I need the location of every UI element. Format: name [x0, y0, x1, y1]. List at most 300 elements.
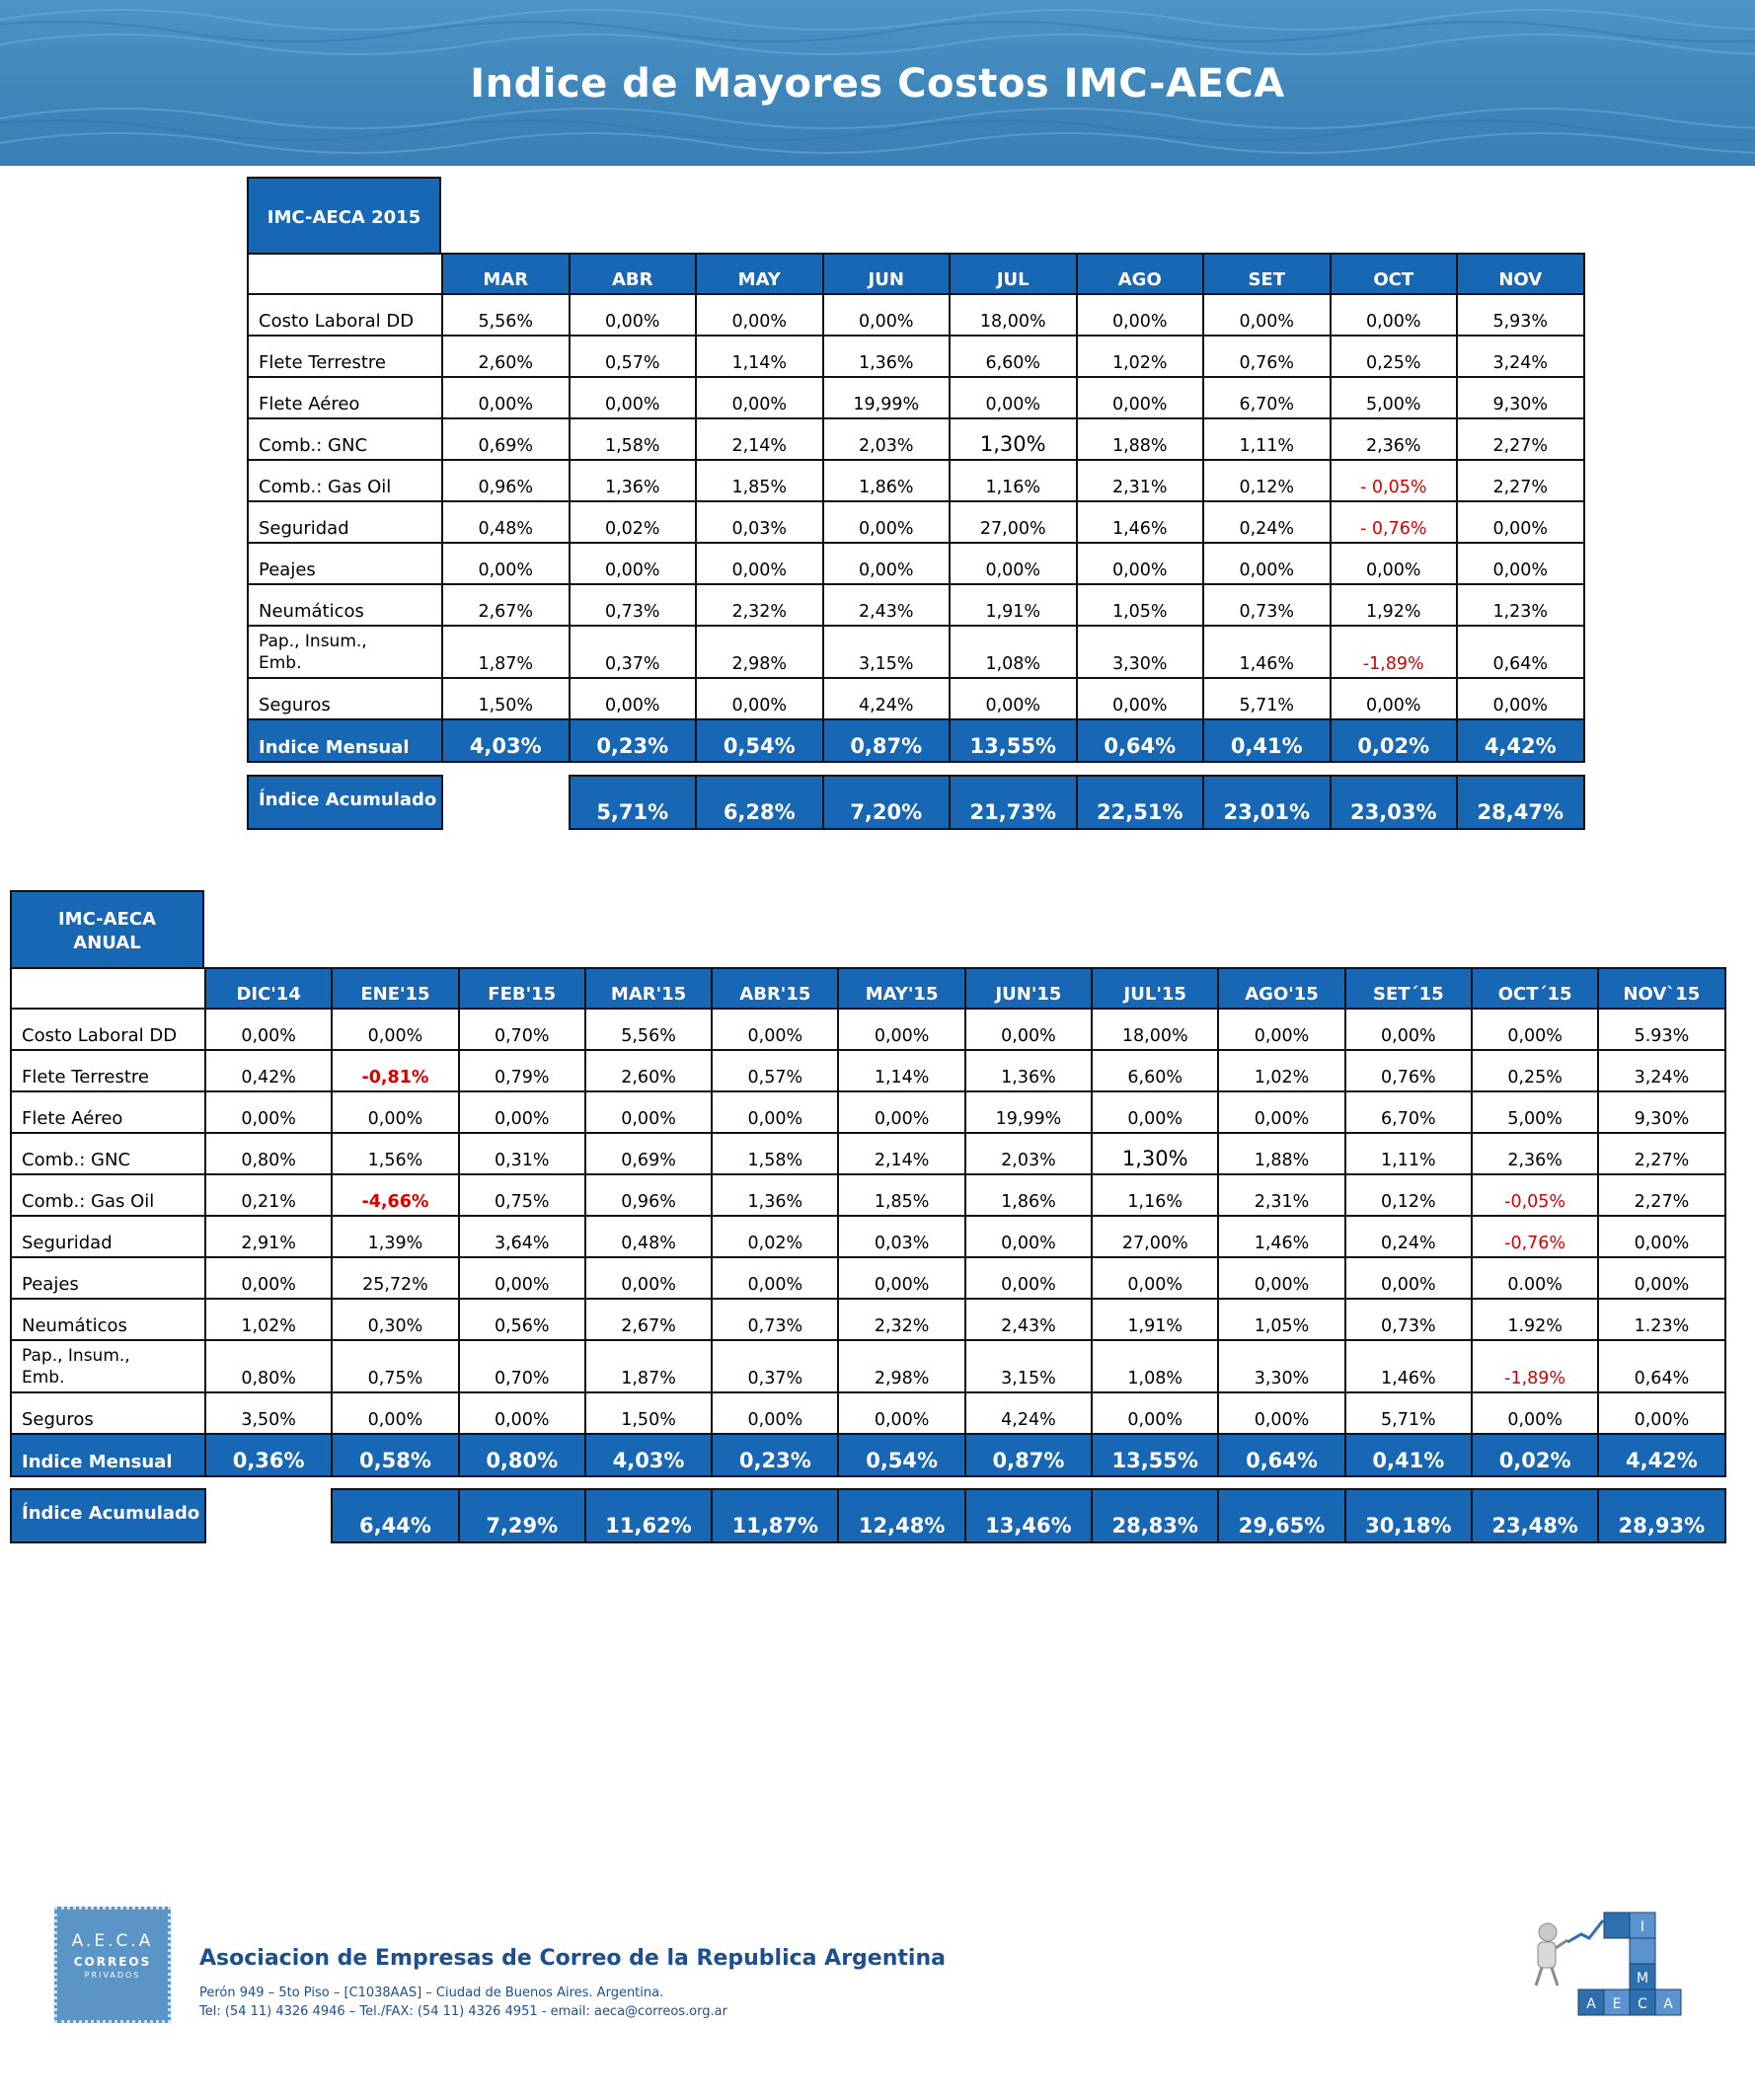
table-cell: 2,67% — [585, 1299, 712, 1340]
table-cell: 0,00% — [585, 1257, 712, 1299]
table-cell: 3,30% — [1218, 1340, 1344, 1392]
table-cell: 0,00% — [570, 377, 697, 418]
table-cell: 0,75% — [332, 1340, 458, 1392]
indice-acumulado-cell: 7,20% — [823, 776, 951, 829]
table-cell: 0,00% — [1331, 543, 1458, 584]
imc-anual-accumulated-table — [10, 1488, 1726, 1543]
table-cell: 2,36% — [1472, 1133, 1598, 1174]
table-cell: 0,00% — [696, 543, 823, 584]
table-cell: 1,87% — [442, 626, 570, 678]
column-header: AGO'15 — [1218, 968, 1344, 1009]
row-label: Peajes — [248, 543, 442, 584]
column-header: DIC'14 — [205, 968, 332, 1009]
imc-2015-table — [247, 253, 1585, 763]
aeca-logo — [54, 1907, 171, 2023]
table-cell: 1,14% — [838, 1050, 964, 1091]
table-cell: 0,73% — [712, 1299, 838, 1340]
table-cell: 5,71% — [1203, 678, 1331, 719]
table-cell: 1,92% — [1331, 584, 1458, 626]
table-cell: 0,00% — [1331, 294, 1458, 336]
table-cell: 0,79% — [459, 1050, 585, 1091]
row-label: Costo Laboral DD — [11, 1009, 205, 1050]
table-cell: 0,00% — [1331, 678, 1458, 719]
table-cell: 1,36% — [965, 1050, 1092, 1091]
indice-mensual-cell: 0,80% — [459, 1434, 585, 1476]
row-label: Pap., Insum., Emb. — [248, 626, 442, 678]
column-header: MAR — [442, 254, 570, 294]
table-cell: 5,93% — [1457, 294, 1584, 336]
row-label: Flete Terrestre — [248, 336, 442, 377]
table-cell: 19,99% — [965, 1091, 1092, 1133]
table-cell: 0,80% — [205, 1133, 332, 1174]
indice-mensual-cell: 0,87% — [823, 719, 951, 762]
indice-acumulado-cell: 23,01% — [1203, 776, 1331, 829]
table-cell: 1,36% — [823, 336, 951, 377]
table-cell: 3,24% — [1598, 1050, 1724, 1091]
table-cell: 1,85% — [696, 460, 823, 501]
table-cell: 1,87% — [585, 1340, 712, 1392]
table-row — [11, 1299, 1725, 1340]
imma-letter: E — [1612, 1996, 1622, 2012]
indice-acumulado-cell: 22,51% — [1077, 776, 1204, 829]
table-cell: 1,50% — [442, 678, 570, 719]
table-cell: 1,02% — [205, 1299, 332, 1340]
column-header: MAY — [696, 254, 823, 294]
header-blank-cell — [11, 968, 205, 1009]
empty-cell — [205, 1489, 332, 1542]
table-cell: 0,00% — [1457, 543, 1584, 584]
indice-acumulado-cell: 6,28% — [696, 776, 823, 829]
table-cell: 1.92% — [1472, 1299, 1598, 1340]
table-cell: 0,00% — [1598, 1392, 1724, 1434]
table-cell: 0,24% — [1345, 1216, 1472, 1257]
table-cell: -4,66% — [332, 1174, 458, 1216]
row-label: Seguros — [11, 1392, 205, 1434]
row-label: Flete Aéreo — [11, 1091, 205, 1133]
table-cell: 1,08% — [1092, 1340, 1218, 1392]
table-cell: 3,50% — [205, 1392, 332, 1434]
empty-cell — [442, 776, 570, 829]
column-header: JUL'15 — [1092, 968, 1218, 1009]
table-cell: 2,98% — [838, 1340, 964, 1392]
table-cell: 1,46% — [1203, 626, 1331, 678]
header-row — [11, 968, 1725, 1009]
indice-mensual-cell: 4,42% — [1457, 719, 1584, 762]
trend-arrow-icon — [1567, 1920, 1603, 1942]
table-cell: 0,00% — [1218, 1257, 1344, 1299]
table-cell: 0,02% — [712, 1216, 838, 1257]
table-cell: 1,88% — [1077, 418, 1204, 460]
indice-mensual-cell: 0,02% — [1472, 1434, 1598, 1476]
table-cell: 5,00% — [1331, 377, 1458, 418]
table-cell: 2,32% — [696, 584, 823, 626]
table-cell: 1,91% — [1092, 1299, 1218, 1340]
organization-address: Perón 949 – 5to Piso – [C1038AAS] – Ciudad de Buenos Aires. Argentina. — [199, 1986, 664, 2000]
row-label: Comb.: Gas Oil — [248, 460, 442, 501]
table-cell: 2,32% — [838, 1299, 964, 1340]
table-cell: 27,00% — [950, 501, 1077, 543]
column-header: OCT´15 — [1472, 968, 1598, 1009]
table-cell: 0,69% — [442, 418, 570, 460]
table-cell: 1,46% — [1218, 1216, 1344, 1257]
column-header: AGO — [1077, 254, 1204, 294]
table-cell: 0,30% — [332, 1299, 458, 1340]
table-cell: 2,60% — [442, 336, 570, 377]
table-cell: 1,58% — [570, 418, 697, 460]
table-cell: 0,12% — [1203, 460, 1331, 501]
table-cell: 0,00% — [1457, 678, 1584, 719]
table-cell: 1,05% — [1077, 584, 1204, 626]
indice-mensual-cell: 13,55% — [1092, 1434, 1218, 1476]
row-label: Comb.: GNC — [248, 418, 442, 460]
table-cell: 0,73% — [1345, 1299, 1472, 1340]
table-cell: 5,71% — [1345, 1392, 1472, 1434]
table-cell: 3,15% — [823, 626, 951, 678]
table-cell: 0,37% — [570, 626, 697, 678]
indice-acumulado-cell: 29,65% — [1218, 1489, 1344, 1542]
table2-title — [10, 890, 204, 969]
table-cell: 0,00% — [205, 1257, 332, 1299]
indice-mensual-cell: 13,55% — [950, 719, 1077, 762]
table-cell: 0,00% — [459, 1091, 585, 1133]
table-cell: 0,00% — [1457, 501, 1584, 543]
table-cell: 0,00% — [838, 1392, 964, 1434]
table-cell: 0,00% — [459, 1392, 585, 1434]
table-cell: 2,31% — [1077, 460, 1204, 501]
table-cell: 19,99% — [823, 377, 951, 418]
table-cell: 5.93% — [1598, 1009, 1724, 1050]
table-cell: 0,00% — [1077, 294, 1204, 336]
indice-mensual-cell: 4,03% — [442, 719, 570, 762]
table-cell: 9,30% — [1457, 377, 1584, 418]
imc-2015-accumulated-table — [247, 775, 1585, 830]
imma-letter: M — [1636, 1971, 1649, 1987]
imma-letter: C — [1638, 1996, 1647, 2012]
table-cell: 0,80% — [205, 1340, 332, 1392]
table-cell: 0,00% — [1345, 1009, 1472, 1050]
table-row — [248, 678, 1584, 719]
table1-title-text: IMC-AECA 2015 — [267, 207, 421, 228]
column-header: MAR'15 — [585, 968, 712, 1009]
table-cell: 0,00% — [332, 1091, 458, 1133]
table-cell: 5,56% — [585, 1009, 712, 1050]
table-row — [11, 1009, 1725, 1050]
table-cell: 0,57% — [712, 1050, 838, 1091]
table-cell: 4,24% — [965, 1392, 1092, 1434]
header-row — [248, 254, 1584, 294]
table-cell: 0,00% — [1077, 678, 1204, 719]
column-header: OCT — [1331, 254, 1458, 294]
row-label: Comb.: GNC — [11, 1133, 205, 1174]
table-cell: 0,00% — [712, 1091, 838, 1133]
indice-acumulado-row — [248, 776, 1584, 829]
table-cell: 0,00% — [332, 1392, 458, 1434]
table-cell: 6,60% — [950, 336, 1077, 377]
table-cell: 1,46% — [1345, 1340, 1472, 1392]
indice-acumulado-cell: 28,47% — [1457, 776, 1584, 829]
indice-acumulado-cell: 7,29% — [459, 1489, 585, 1542]
table-cell: 1,05% — [1218, 1299, 1344, 1340]
table-cell: 0.00% — [1472, 1257, 1598, 1299]
imma-letter: A — [1663, 1996, 1673, 2012]
table-cell: 1,39% — [332, 1216, 458, 1257]
table-row — [11, 1340, 1725, 1392]
table-cell: 0,00% — [1077, 377, 1204, 418]
table-cell: 0,00% — [712, 1257, 838, 1299]
row-label: Índice Acumulado — [248, 776, 442, 829]
table-cell: 0,96% — [585, 1174, 712, 1216]
table-cell: 0,00% — [965, 1257, 1092, 1299]
table-cell: 0,25% — [1331, 336, 1458, 377]
table-cell: 0,00% — [965, 1009, 1092, 1050]
table-cell: 0,00% — [950, 377, 1077, 418]
table-cell: 0,00% — [712, 1009, 838, 1050]
table-cell: -1,89% — [1331, 626, 1458, 678]
indice-mensual-cell: 0,64% — [1218, 1434, 1344, 1476]
table-cell: -0,81% — [332, 1050, 458, 1091]
table-cell: 2,03% — [965, 1133, 1092, 1174]
table-cell: 0,64% — [1457, 626, 1584, 678]
indice-acumulado-cell: 23,03% — [1331, 776, 1458, 829]
indice-mensual-cell: 4,42% — [1598, 1434, 1724, 1476]
table-cell: 0,03% — [696, 501, 823, 543]
column-header: SET — [1203, 254, 1331, 294]
table-cell: 9,30% — [1598, 1091, 1724, 1133]
table-cell: 0,00% — [696, 678, 823, 719]
letter-blocks — [1578, 1912, 1681, 2015]
table-cell: 6,60% — [1092, 1050, 1218, 1091]
table-cell: 0,00% — [442, 543, 570, 584]
indice-mensual-row — [248, 719, 1584, 762]
table-cell: 0,00% — [823, 294, 951, 336]
table-cell: 0,73% — [570, 584, 697, 626]
table-cell: 4,24% — [823, 678, 951, 719]
indice-acumulado-cell: 23,48% — [1472, 1489, 1598, 1542]
indice-mensual-cell: 0,23% — [570, 719, 697, 762]
table-row — [11, 1091, 1725, 1133]
table-row — [248, 460, 1584, 501]
table-cell: 0,00% — [1345, 1257, 1472, 1299]
indice-acumulado-cell: 11,87% — [712, 1489, 838, 1542]
column-header: MAY'15 — [838, 968, 964, 1009]
column-header: NOV`15 — [1598, 968, 1724, 1009]
table-cell: 1,46% — [1077, 501, 1204, 543]
table-cell: 0,00% — [205, 1091, 332, 1133]
indice-acumulado-cell: 11,62% — [585, 1489, 712, 1542]
table-cell: 0,73% — [1203, 584, 1331, 626]
table-cell: 2,27% — [1598, 1174, 1724, 1216]
indice-mensual-cell: 0,02% — [1331, 719, 1458, 762]
table-cell: 0,00% — [838, 1257, 964, 1299]
header-blank-cell — [248, 254, 442, 294]
table-cell: 2,27% — [1457, 418, 1584, 460]
table-cell: 0,48% — [585, 1216, 712, 1257]
table-cell: 1,56% — [332, 1133, 458, 1174]
table-cell: 1.23% — [1598, 1299, 1724, 1340]
table-cell: 1,14% — [696, 336, 823, 377]
table-cell: 0,00% — [838, 1009, 964, 1050]
imma-blocks-logo — [1520, 1905, 1698, 2033]
table-row — [248, 377, 1584, 418]
imma-letter: I — [1640, 1919, 1645, 1935]
table-cell: 1,30% — [950, 418, 1077, 460]
table-cell: 0,12% — [1345, 1174, 1472, 1216]
page-title: Indice de Mayores Costos IMC-AECA — [470, 61, 1285, 107]
table-cell: 1,11% — [1345, 1133, 1472, 1174]
table-cell: 0,00% — [1077, 543, 1204, 584]
table-cell: 0,48% — [442, 501, 570, 543]
table-cell: 0,00% — [1218, 1392, 1344, 1434]
table-cell: 0,00% — [1218, 1009, 1344, 1050]
table-cell: 0,00% — [965, 1216, 1092, 1257]
row-label: Neumáticos — [248, 584, 442, 626]
table-cell: 0,00% — [585, 1091, 712, 1133]
table-cell: 1,36% — [712, 1174, 838, 1216]
table-cell: 0,00% — [205, 1009, 332, 1050]
row-label: Indice Mensual — [248, 719, 442, 762]
row-label: Neumáticos — [11, 1299, 205, 1340]
indice-mensual-cell: 4,03% — [585, 1434, 712, 1476]
table-cell: 0,03% — [838, 1216, 964, 1257]
row-label: Indice Mensual — [11, 1434, 205, 1476]
column-header: SET´15 — [1345, 968, 1472, 1009]
organization-address-block — [199, 1984, 727, 2021]
organization-name: Asociacion de Empresas de Correo de la Republica Argentina — [199, 1946, 946, 1971]
table-cell: 2,36% — [1331, 418, 1458, 460]
table-cell: 0,00% — [712, 1392, 838, 1434]
indice-mensual-cell: 0,36% — [205, 1434, 332, 1476]
table-cell: 1,85% — [838, 1174, 964, 1216]
column-header: ABR — [570, 254, 697, 294]
table-cell: 0,21% — [205, 1174, 332, 1216]
table-cell: 18,00% — [950, 294, 1077, 336]
imc-anual-table — [10, 967, 1726, 1477]
table-cell: 1,02% — [1218, 1050, 1344, 1091]
indice-acumulado-cell: 30,18% — [1345, 1489, 1472, 1542]
indice-mensual-row — [11, 1434, 1725, 1476]
table-cell: 1,88% — [1218, 1133, 1344, 1174]
table-cell: 0,00% — [1092, 1257, 1218, 1299]
table-cell: 0,00% — [1472, 1392, 1598, 1434]
organization-contact: Tel: (54 11) 4326 4946 – Tel./FAX: (54 11) 4326 4951 - email: aeca@correos.org.ar — [199, 2004, 727, 2019]
table-cell: 3,15% — [965, 1340, 1092, 1392]
table-cell: 0,00% — [950, 543, 1077, 584]
page-banner — [0, 0, 1755, 166]
table-cell: 0,25% — [1472, 1050, 1598, 1091]
table-cell: 0,00% — [696, 377, 823, 418]
indice-acumulado-cell: 5,71% — [570, 776, 697, 829]
table-row — [248, 501, 1584, 543]
indice-acumulado-cell: 28,83% — [1092, 1489, 1218, 1542]
column-header: ENE'15 — [332, 968, 458, 1009]
indice-acumulado-cell: 6,44% — [332, 1489, 458, 1542]
table-row — [248, 294, 1584, 336]
table-cell: 3,24% — [1457, 336, 1584, 377]
table-cell: 2,91% — [205, 1216, 332, 1257]
table-cell: 0,31% — [459, 1133, 585, 1174]
indice-acumulado-cell: 13,46% — [965, 1489, 1092, 1542]
table-cell: 0,64% — [1598, 1340, 1724, 1392]
logo-line2: CORREOS — [73, 1955, 152, 1969]
table-row — [11, 1216, 1725, 1257]
table-row — [248, 543, 1584, 584]
indice-mensual-cell: 0,64% — [1077, 719, 1204, 762]
table-cell: 0,96% — [442, 460, 570, 501]
table-row — [248, 418, 1584, 460]
table-cell: 0,00% — [442, 377, 570, 418]
indice-acumulado-cell: 21,73% — [950, 776, 1077, 829]
table-cell: 1,91% — [950, 584, 1077, 626]
table-cell: 0,00% — [332, 1009, 458, 1050]
table-cell: 0,76% — [1203, 336, 1331, 377]
indice-acumulado-cell: 28,93% — [1598, 1489, 1724, 1542]
column-header: NOV — [1457, 254, 1584, 294]
figure-icon — [1536, 1923, 1567, 1986]
table-cell: 0,00% — [1598, 1257, 1724, 1299]
row-label: Índice Acumulado — [11, 1489, 205, 1542]
table-cell: 0,00% — [1218, 1091, 1344, 1133]
table-cell: 0,00% — [1472, 1009, 1598, 1050]
table-cell: 2,43% — [823, 584, 951, 626]
table-cell: 1,58% — [712, 1133, 838, 1174]
table-cell: 0,00% — [696, 294, 823, 336]
table-cell: 1,50% — [585, 1392, 712, 1434]
table-cell: 0,75% — [459, 1174, 585, 1216]
row-label: Flete Terrestre — [11, 1050, 205, 1091]
indice-mensual-cell: 0,58% — [332, 1434, 458, 1476]
table-cell: 5,56% — [442, 294, 570, 336]
table-cell: 0,69% — [585, 1133, 712, 1174]
table-cell: 0,02% — [570, 501, 697, 543]
table-cell: 5,00% — [1472, 1091, 1598, 1133]
table-cell: 6,70% — [1203, 377, 1331, 418]
row-label: Seguros — [248, 678, 442, 719]
indice-mensual-cell: 0,23% — [712, 1434, 838, 1476]
table-cell: 3,64% — [459, 1216, 585, 1257]
table-row — [11, 1392, 1725, 1434]
table-cell: 0,00% — [570, 294, 697, 336]
table-cell: 1,30% — [1092, 1133, 1218, 1174]
table-row — [248, 336, 1584, 377]
row-label: Comb.: Gas Oil — [11, 1174, 205, 1216]
table-row — [248, 626, 1584, 678]
table-cell: 1,08% — [950, 626, 1077, 678]
table-row — [11, 1050, 1725, 1091]
table-cell: 0,00% — [1203, 294, 1331, 336]
table-cell: 0,00% — [1092, 1392, 1218, 1434]
table-cell: 0,00% — [1598, 1216, 1724, 1257]
table-cell: 0,56% — [459, 1299, 585, 1340]
row-label: Seguridad — [11, 1216, 205, 1257]
table-cell: 2,43% — [965, 1299, 1092, 1340]
table-cell: 6,70% — [1345, 1091, 1472, 1133]
table-cell: 0,57% — [570, 336, 697, 377]
table-cell: - 0,05% — [1331, 460, 1458, 501]
table-cell: 0,00% — [1092, 1091, 1218, 1133]
indice-mensual-cell: 0,87% — [965, 1434, 1092, 1476]
table-cell: 2,03% — [823, 418, 951, 460]
indice-mensual-cell: 0,54% — [838, 1434, 964, 1476]
table-cell: 0,00% — [570, 543, 697, 584]
table-row — [248, 584, 1584, 626]
table-cell: 2,27% — [1457, 460, 1584, 501]
column-header: JUN — [823, 254, 951, 294]
table-cell: -0,76% — [1472, 1216, 1598, 1257]
table-cell: 0,37% — [712, 1340, 838, 1392]
table-cell: 2,67% — [442, 584, 570, 626]
indice-mensual-cell: 0,54% — [696, 719, 823, 762]
table1-title — [247, 177, 441, 255]
